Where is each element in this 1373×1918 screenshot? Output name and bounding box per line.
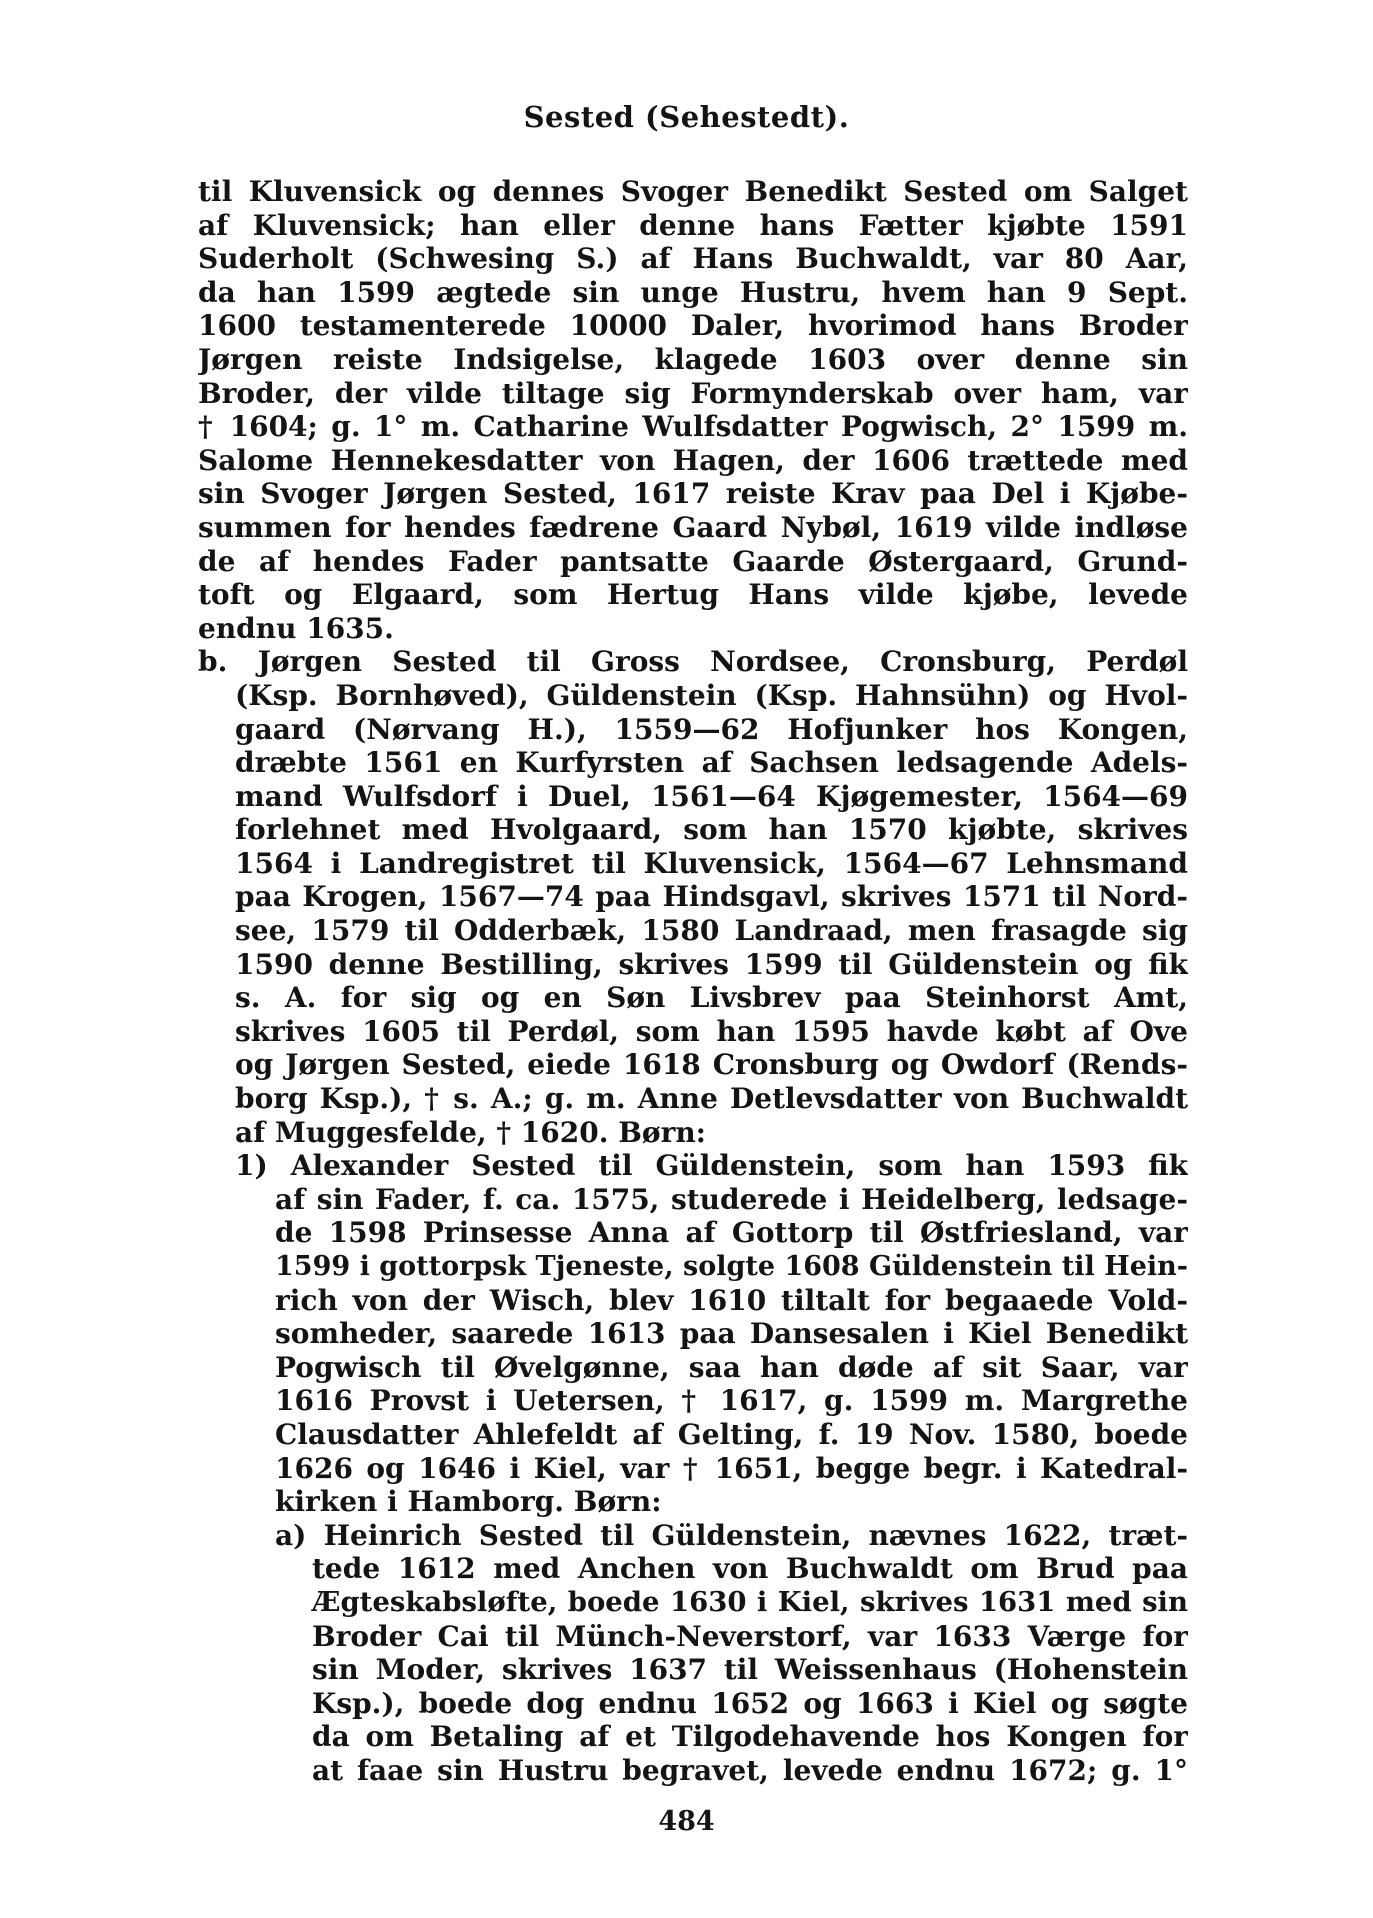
text-line: (Ksp. Bornhøved), Güldenstein (Ksp. Hahnsühn) og Hvol-: [235, 678, 1188, 712]
text-line: rich von der Wisch, blev 1610 tiltalt for begaaede Vold-: [275, 1283, 1188, 1317]
text-line: Salome Hennekesdatter von Hagen, der 1606 trættede med: [198, 443, 1188, 477]
text-line: Pogwisch til Øvelgønne, saa han døde af sit Saar, var: [275, 1350, 1188, 1384]
text-line: 1599 i gottorpsk Tjeneste, solgte 1608 Güldenstein til Hein-: [275, 1251, 1188, 1282]
text-line: gaard (Nørvang H.), 1559—62 Hofjunker hos Kongen,: [235, 712, 1188, 746]
text-line: † 1604; g. 1° m. Catharine Wulfsdatter Pogwisch, 2° 1599 m.: [198, 410, 1188, 444]
text-line: til Kluvensick og dennes Svoger Benedikt Sested om Salget: [198, 175, 1188, 208]
body-text: [198, 175, 1188, 1788]
text-line: skrives 1605 til Perdøl, som han 1595 havde købt af Ove: [235, 1014, 1188, 1048]
text-line: Broder Cai til Münch-Neverstorf, var 1633 Værge for: [312, 1619, 1188, 1653]
text-line: og Jørgen Sested, eiede 1618 Cronsburg og Owdorf (Rends-: [235, 1048, 1188, 1082]
text-line: summen for hendes fædrene Gaard Nybøl, 1619 vilde indløse: [198, 510, 1188, 544]
text-line: af sin Fader, f. ca. 1575, studerede i Heidelberg, ledsage-: [275, 1182, 1188, 1216]
text-line: Ægteskabsløfte, boede 1630 i Kiel, skrives 1631 med sin: [312, 1585, 1188, 1618]
text-line: mand Wulfsdorf i Duel, 1561—64 Kjøgemester, 1564—69: [235, 779, 1188, 813]
text-line: da han 1599 ægtede sin unge Hustru, hvem han 9 Sept.: [198, 275, 1188, 309]
running-header: Sested (Sehestedt).: [523, 100, 850, 134]
text-line: kirken i Hamborg. Børn:: [275, 1485, 662, 1519]
text-line: 1626 og 1646 i Kiel, var † 1651, begge begr. i Katedral-: [275, 1451, 1188, 1485]
text-line: endnu 1635.: [198, 611, 394, 645]
text-line: 1616 Provst i Uetersen, † 1617, g. 1599 m. Margrethe: [275, 1384, 1188, 1418]
text-line: Broder, der vilde tiltage sig Formynderskab over ham, var: [198, 376, 1188, 410]
text-line: borg Ksp.), † s. A.; g. m. Anne Detlevsdatter von Buchwaldt: [235, 1082, 1188, 1116]
text-line: see, 1579 til Odderbæk, 1580 Landraad, men frasagde sig: [235, 914, 1188, 948]
text-line: somheder, saarede 1613 paa Dansesalen i Kiel Benedikt: [275, 1317, 1188, 1351]
text-line: de af hendes Fader pantsatte Gaarde Østergaard, Grund-: [198, 544, 1188, 578]
text-line: Suderholt (Schwesing S.) af Hans Buchwaldt, var 80 Aar,: [198, 242, 1188, 276]
text-line: paa Krogen, 1567—74 paa Hindsgavl, skrives 1571 til Nord-: [235, 880, 1188, 914]
entry-b-line: b. Jørgen Sested til Gross Nordsee, Cronsburg, Perdøl: [198, 645, 1188, 679]
text-line: s. A. for sig og en Søn Livsbrev paa Steinhorst Amt,: [235, 981, 1188, 1015]
text-line: 1600 testamenterede 10000 Daler, hvorimod hans Broder: [198, 309, 1188, 343]
text-line: tede 1612 med Anchen von Buchwaldt om Brud paa: [312, 1552, 1188, 1586]
text-line: af Kluvensick; han eller denne hans Fætter kjøbte 1591: [198, 208, 1188, 242]
text-line: af Muggesfelde, † 1620. Børn:: [235, 1115, 707, 1149]
text-line: 1564 i Landregistret til Kluvensick, 1564—67 Lehnsmand: [235, 846, 1188, 880]
text-line: at faae sin Hustru begravet, levede endnu 1672; g. 1°: [312, 1753, 1188, 1787]
text-line: sin Moder, skrives 1637 til Weissenhaus (Hohenstein: [312, 1653, 1188, 1687]
text-line: da om Betaling af et Tilgodehavende hos Kongen for: [312, 1720, 1188, 1754]
text-line: Jørgen reiste Indsigelse, klagede 1603 over denne sin: [198, 342, 1188, 376]
text-line: 1590 denne Bestilling, skrives 1599 til Güldenstein og fik: [235, 947, 1188, 981]
text-line: sin Svoger Jørgen Sested, 1617 reiste Krav paa Del i Kjøbe-: [198, 477, 1188, 511]
text-line: dræbte 1561 en Kurfyrsten af Sachsen ledsagende Adels-: [235, 746, 1188, 780]
text-line: forlehnet med Hvolgaard, som han 1570 kjøbte, skrives: [235, 813, 1188, 847]
page-number: 484: [658, 1806, 715, 1837]
text-line: de 1598 Prinsesse Anna af Gottorp til Østfriesland, var: [275, 1216, 1188, 1250]
text-line: toft og Elgaard, som Hertug Hans vilde kjøbe, levede: [198, 578, 1188, 612]
text-line: Ksp.), boede dog endnu 1652 og 1663 i Kiel og søgte: [312, 1686, 1188, 1720]
text-line: Clausdatter Ahlefeldt af Gelting, f. 19 Nov. 1580, boede: [275, 1417, 1188, 1451]
entry-1-line: 1) Alexander Sested til Güldenstein, som han 1593 fik: [235, 1149, 1188, 1183]
entry-a-line: a) Heinrich Sested til Güldenstein, nævnes 1622, træt-: [275, 1518, 1188, 1552]
